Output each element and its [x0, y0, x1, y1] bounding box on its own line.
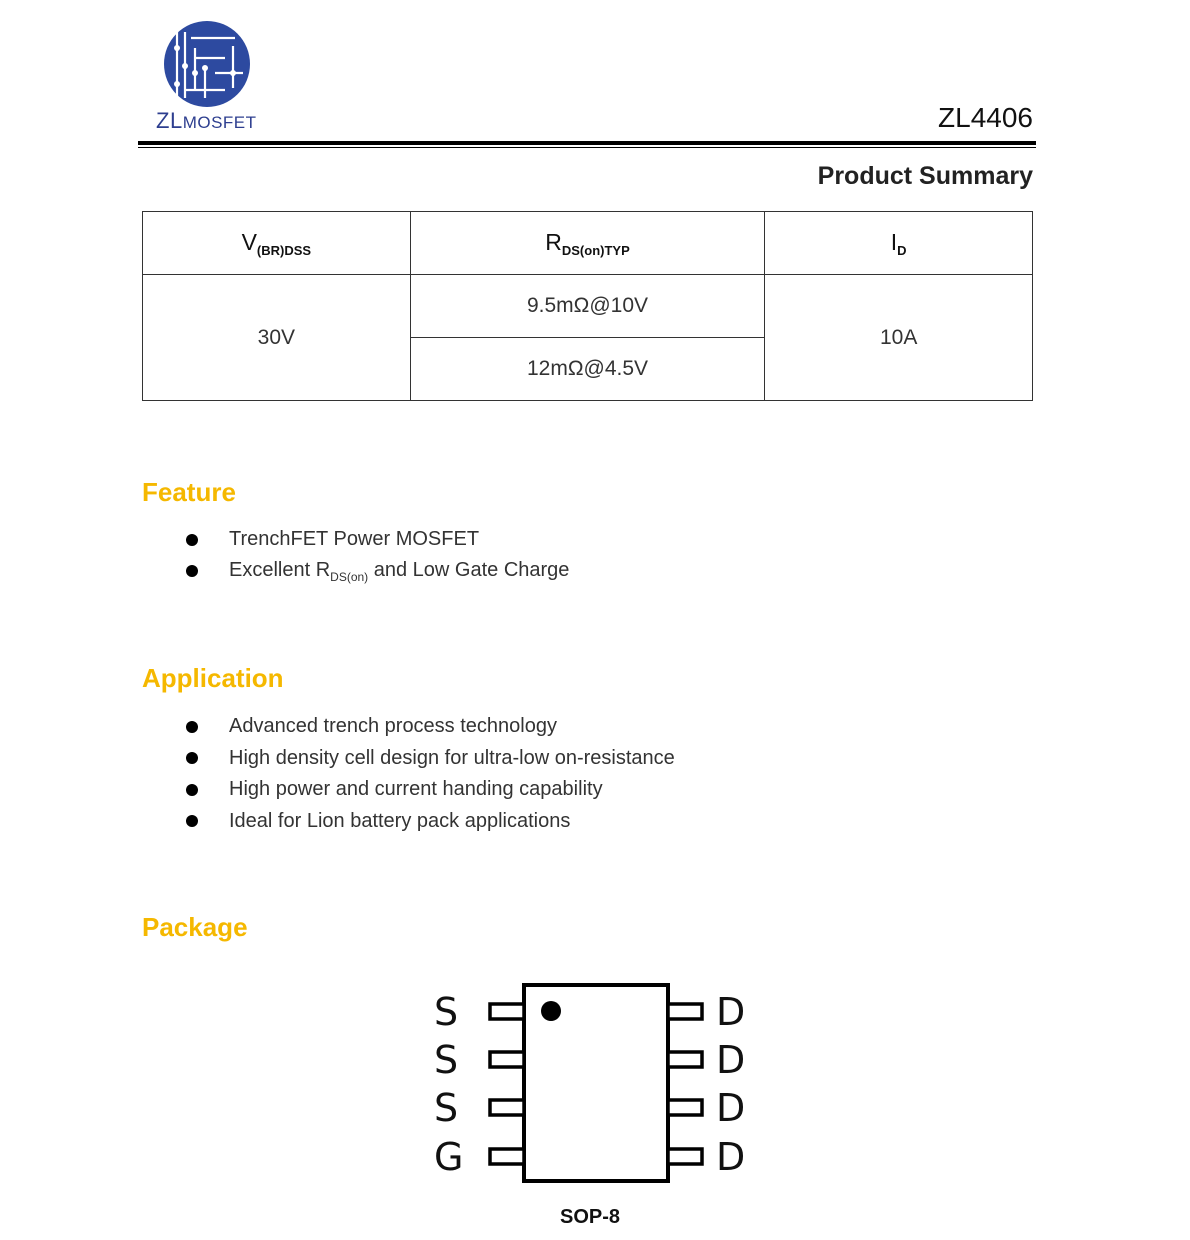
package-name: SOP-8: [560, 1206, 621, 1228]
list-item: [142, 556, 569, 588]
logo-text-main: ZL: [156, 108, 183, 133]
header-rule-thin: [138, 147, 1036, 148]
pin-label-left: S: [434, 990, 459, 1034]
left-pins: [490, 1004, 524, 1164]
vbr-value: 30V: [143, 275, 411, 401]
list-item: High density cell design for ultra-low on-resistance: [142, 743, 675, 775]
header-rule: [138, 141, 1036, 145]
list-item: Advanced trench process technology: [142, 711, 675, 743]
product-summary-title: Product Summary: [817, 162, 1033, 190]
pin-label-right: D: [716, 1086, 746, 1130]
table-header-row: [143, 212, 1033, 275]
rds-value-4v5: 12mΩ@4.5V: [410, 338, 765, 401]
pin-label-right: D: [716, 990, 746, 1034]
header-vbr-dss: $V_{(BR)DSS}$: [143, 212, 411, 275]
bullet-icon: [186, 752, 198, 764]
application-title: Application: [142, 663, 284, 693]
pin-label-right: D: [716, 1135, 746, 1179]
feature-list: [142, 524, 569, 587]
list-item: TrenchFET Power MOSFET: [142, 524, 569, 556]
bullet-icon: [186, 565, 198, 577]
bullet-icon: [186, 784, 198, 796]
bullet-icon: [186, 721, 198, 733]
right-pins: [668, 1004, 702, 1164]
header-id: $I_D$: [765, 212, 1033, 275]
bullet-icon: [186, 534, 198, 546]
logo-text-small: MOSFET: [182, 113, 257, 132]
application-list: [142, 711, 675, 837]
id-value: 10A: [765, 275, 1033, 401]
pin-label-left: S: [434, 1038, 459, 1082]
feature-title: Feature: [142, 477, 236, 507]
package-title: Package: [142, 912, 248, 942]
pin-label-left: G: [434, 1135, 464, 1179]
rds-value-10v: 9.5mΩ@10V: [410, 275, 765, 338]
sop8-package-diagram: [420, 975, 760, 1190]
part-number: ZL4406: [938, 102, 1033, 133]
feature-item-text: Excellent $R_{DS(on)}$ and Low Gate Charge: [229, 558, 570, 584]
pin-label-right: D: [716, 1038, 746, 1082]
table-row: [143, 275, 1033, 338]
bullet-icon: [186, 815, 198, 827]
pin-label-left: S: [434, 1086, 459, 1130]
pin1-dot: [541, 1001, 561, 1021]
list-item: High power and current handing capability: [142, 774, 675, 806]
header-rds-on: $R_{DS(on)TYP}$: [410, 212, 765, 275]
list-item: Ideal for Lion battery pack applications: [142, 806, 675, 838]
logo-text: [156, 108, 257, 134]
product-summary-table: [142, 211, 1033, 401]
